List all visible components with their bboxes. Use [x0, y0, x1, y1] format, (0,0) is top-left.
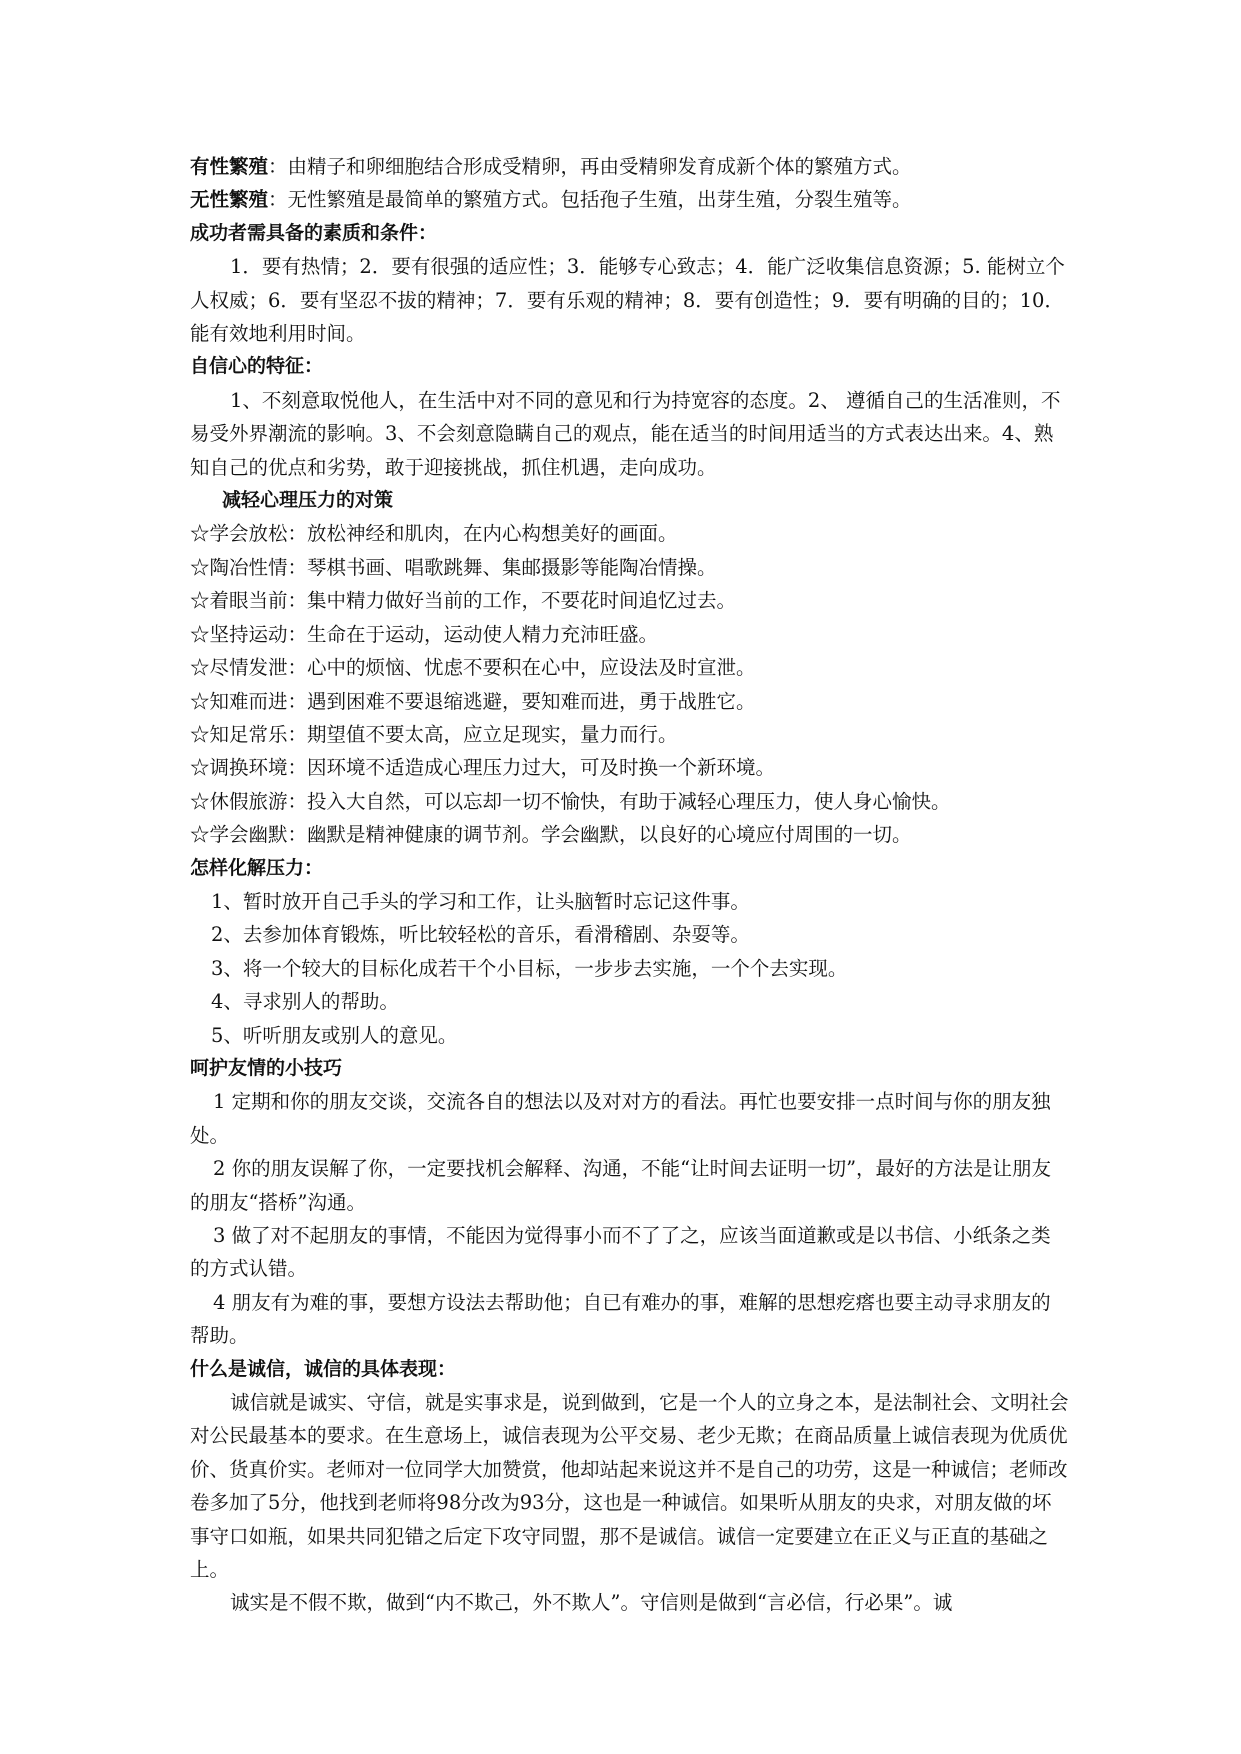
section-heading-confidence: 自信心的特征： [190, 355, 324, 378]
list-item: ☆尽情发泄：心中的烦恼、忧虑不要积在心中，应设法及时宣泄。 [190, 656, 756, 680]
paragraph-confidence: 1、不刻意取悦他人，在生活中对不同的意见和行为持宽容的态度。2、 遵循自己的生活准则，不易受外界潮流的影响。3、不会刻意隐瞒自己的观点，能在适当的时间用适当的方式表达出来。4、熟知自己的优点和劣势，敢于迎接挑战，抓住机遇，走向成功。 [190, 388, 1061, 479]
term-label: 无性繁殖 [190, 188, 269, 212]
list-item: 4、寻求别人的帮助。 [211, 990, 399, 1014]
list-item: 3 做了对不起朋友的事情，不能因为觉得事小而不了了之，应该当面道歉或是以书信、小纸条之类的方式认错。 [190, 1224, 1051, 1281]
section-heading-integrity: 什么是诚信，诚信的具体表现： [190, 1357, 457, 1380]
list-item: ☆调换环境：因环境不适造成心理压力过大，可及时换一个新环境。 [190, 756, 776, 780]
list-item: 2 你的朋友误解了你，一定要找机会解释、沟通，不能“让时间去证明一切”，最好的方法是让朋友的朋友“搭桥”沟通。 [190, 1157, 1052, 1214]
term-definition: ：由精子和卵细胞结合形成受精卵，再由受精卵发育成新个体的繁殖方式。 [268, 155, 912, 178]
list-item: ☆知足常乐：期望值不要太高，应立足现实，量力而行。 [190, 722, 678, 746]
section-heading-success: 成功者需具备的素质和条件： [190, 221, 438, 244]
list-item: 4 朋友有为难的事，要想方设法去帮助他；自已有难办的事，难解的思想疙瘩也要主动寻求朋友的帮助。 [190, 1290, 1051, 1348]
list-item: 1 定期和你的朋友交谈，交流各自的想法以及对对方的看法。再忙也要安排一点时间与你的朋友独处。 [190, 1090, 1051, 1147]
resolve-stress-list [190, 885, 1070, 1052]
section-heading-stress-relief: 减轻心理压力的对策 [222, 489, 394, 512]
list-item: 5、听听朋友或别人的意见。 [211, 1023, 458, 1047]
list-item: ☆着眼当前：集中精力做好当前的工作，不要花时间追忆过去。 [190, 589, 737, 613]
list-item: ☆知难而进：遇到困难不要退缩逃避，要知难而进，勇于战胜它。 [190, 689, 756, 713]
section-heading-friendship: 呵护友情的小技巧 [190, 1056, 343, 1079]
list-item: ☆陶冶性情：琴棋书画、唱歌跳舞、集邮摄影等能陶冶情操。 [190, 555, 717, 579]
paragraph-integrity-1: 诚信就是诚实、守信，就是实事求是，说到做到，它是一个人的立身之本，是法制社会、文明社会对公民最基本的要求。在生意场上，诚信表现为公平交易、老少无欺；在商品质量上诚信表现为优质优价、货真价实。老师对一位同学大加赞赏，他却站起来说这并不是自己的功劳，这是一种诚信；老师改卷多加了5分，他找到老师将98分改为93分，这也是一种诚信。如果听从朋友的央求，对朋友做的坏事守口如瓶，如果共同犯错之后定下攻守同盟，那不是诚信。诚信一定要建立在正义与正直的基础之上。 [190, 1391, 1069, 1582]
definition-asexual-reproduction [190, 183, 1070, 216]
document-page [190, 150, 1070, 1620]
list-item: ☆学会放松：放松神经和肌肉，在内心构想美好的画面。 [190, 522, 678, 546]
term-label: 有性繁殖 [190, 155, 269, 178]
friendship-list [190, 1085, 1070, 1352]
list-item: 1、暂时放开自己手头的学习和工作，让头脑暂时忘记这件事。 [211, 889, 750, 913]
section-heading-resolve-stress: 怎样化解压力： [190, 856, 324, 879]
paragraph-integrity-2: 诚实是不假不欺，做到“内不欺己，外不欺人”。守信则是做到“言必信，行必果”。诚 [230, 1591, 953, 1615]
term-definition: ：无性繁殖是最简单的繁殖方式。包括孢子生殖，出芽生殖，分裂生殖等。 [268, 188, 912, 212]
list-item: 3、将一个较大的目标化成若干个小目标，一步步去实施，一个个去实现。 [211, 956, 848, 980]
list-item: 2、去参加体育锻炼，听比较轻松的音乐，看滑稽剧、杂耍等。 [211, 923, 750, 947]
definition-sexual-reproduction [190, 150, 1070, 183]
paragraph-success: 1．要有热情；2．要有很强的适应性；3．能够专心致志；4．能广泛收集信息资源；5. 能树立个人权威；6．要有坚忍不拔的精神；7．要有乐观的精神；8．要有创造性；9．要有明确的目的；10．能有效地利用时间。 [190, 255, 1065, 346]
list-item: ☆坚持运动：生命在于运动，运动使人精力充沛旺盛。 [190, 622, 659, 646]
list-item: ☆休假旅游：投入大自然，可以忘却一切不愉快，有助于减轻心理压力，使人身心愉快。 [190, 789, 951, 813]
list-item: ☆学会幽默：幽默是精神健康的调节剂。学会幽默，以良好的心境应付周围的一切。 [190, 823, 912, 847]
stress-relief-list [190, 517, 1070, 851]
